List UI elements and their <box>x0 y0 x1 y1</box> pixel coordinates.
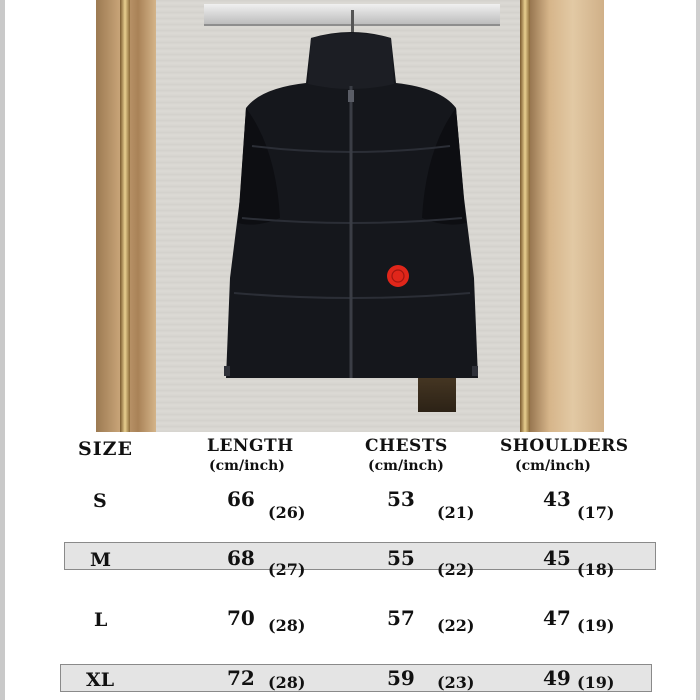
header-chests: CHESTS <box>365 436 448 456</box>
chest-inch: (23) <box>437 673 475 692</box>
length-cm: 68 <box>227 546 255 570</box>
chest-inch: (21) <box>437 503 475 522</box>
header-shoulders-unit: (cm/inch) <box>515 458 591 474</box>
length-inch: (27) <box>268 560 306 579</box>
shoulder-inch: (19) <box>577 616 615 635</box>
right-frame-border <box>696 0 700 700</box>
size-label: M <box>90 549 112 571</box>
logo-badge <box>387 265 409 287</box>
chest-inch: (22) <box>437 560 475 579</box>
shoulder-cm: 47 <box>543 606 571 630</box>
shoulder-cm: 45 <box>543 546 571 570</box>
size-label: L <box>94 609 108 631</box>
length-inch: (28) <box>268 616 306 635</box>
length-cm: 70 <box>227 606 255 630</box>
header-length: LENGTH <box>207 436 294 456</box>
shoulder-inch: (17) <box>577 503 615 522</box>
left-frame-border <box>0 0 5 700</box>
size-label: S <box>93 490 107 512</box>
puffer-vest-image <box>216 28 486 383</box>
chest-cm: 53 <box>387 487 415 511</box>
header-length-unit: (cm/inch) <box>209 458 285 474</box>
chest-cm: 55 <box>387 546 415 570</box>
wood-panel-right <box>526 0 604 432</box>
length-cm: 72 <box>227 666 255 690</box>
shoulder-inch: (18) <box>577 560 615 579</box>
header-chests-unit: (cm/inch) <box>368 458 444 474</box>
length-inch: (26) <box>268 503 306 522</box>
length-inch: (28) <box>268 673 306 692</box>
header-size: SIZE <box>78 438 133 460</box>
product-photo <box>96 0 604 432</box>
chest-inch: (22) <box>437 616 475 635</box>
shoulder-cm: 49 <box>543 666 571 690</box>
shoulder-inch: (19) <box>577 673 615 692</box>
size-label: XL <box>86 669 115 691</box>
chest-cm: 57 <box>387 606 415 630</box>
length-cm: 66 <box>227 487 255 511</box>
shoulder-cm: 43 <box>543 487 571 511</box>
gold-trim-left <box>120 0 130 432</box>
gold-trim-right <box>520 0 530 432</box>
chest-cm: 59 <box>387 666 415 690</box>
header-shoulders: SHOULDERS <box>500 436 629 456</box>
